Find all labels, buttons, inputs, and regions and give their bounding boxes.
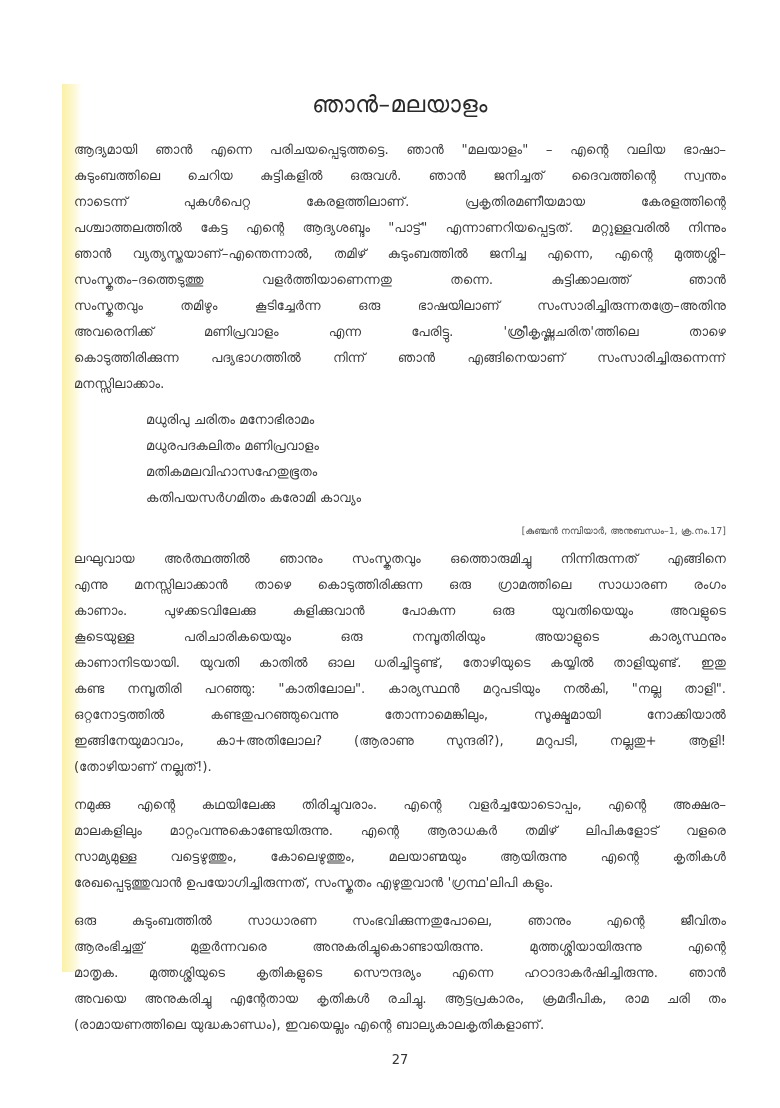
text-line: ആരംഭിച്ചതു് മുതുർന്നവരെ അനുകരിച്ചുകൊണ്ടായിരുന്നു. മുത്തശ്ശിയായിരുന്നു എന്റെ [74, 940, 726, 955]
text-line: ഇങ്ങിനേയുമാവാം, കാ+അതിലോല? (ആരാണു സുന്ദരി?), മറുപടി, നല്ലതു+ ആളി! [74, 734, 726, 749]
text-line: കൂടെയുള്ള പരിചാരികയെയും ഒരു നമ്പൂതിരിയും അയാളുടെ കാര്യസ്ഥനും [74, 630, 726, 645]
text-line: ഒറ്റനോട്ടത്തിൽ കണ്ടതുപറഞ്ഞുവെന്നു തോന്നാമെങ്കിലും, സൂക്ഷ്മമായി നോക്കിയാൽ [74, 708, 726, 723]
paragraph-intro [74, 138, 726, 398]
text-line: മാലകളിലും മാറ്റംവന്നുകൊണ്ടേയിരുന്നു. എന്റെ ആരാധകർ തമിഴ് ലിപികളോട് വളരെ [74, 824, 726, 839]
text-line: ആദ്യമായി ഞാൻ എന്നെ പരിചയപ്പെടുത്തട്ടെ. ഞാൻ "മലയാളം" – എന്റെ വലിയ ഭാഷാ– [74, 143, 726, 158]
text-line: നാടെന്ന് പുകൾപെറ്റ കേരളത്തിലാണ്. പ്രകൃതിരമണീയമായ കേരളത്തിന്റെ [74, 195, 726, 210]
text-line: സംസ്കൃതം–ദത്തെടുത്തു വളർത്തിയാണെന്നതു തന്നെ. കുട്ടിക്കാലത്ത് ഞാൻ [74, 273, 726, 288]
text-line: ഒരു കുടുംബത്തിൽ സാധാരണ സംഭവിക്കുന്നതുപോലെ, ഞാനും എന്റെ ജീവിതം [74, 914, 726, 929]
document-page [74, 84, 726, 1068]
text-line: രേഖപ്പെടുത്തുവാൻ ഉപയോഗിച്ചിരുന്നത്, സംസ്കൃതം എഴുതുവാൻ 'ഗ്രന്ഥ'ലിപി കളും. [74, 876, 554, 891]
text-line: കാണാനിടയായി. യുവതി കാതിൽ ഓല ധരിച്ചിട്ടുണ്ട്, തോഴിയുടെ കയ്യിൽ താളിയുണ്ട്. ഇതു [74, 656, 726, 671]
verse-citation: [കുഞ്ചൻ നമ്പിയാർ, അനുബന്ധം–1, ക്ര.നം.17] [521, 526, 726, 537]
text-line: അവയെ അനുകരിച്ചു എന്റേതായ കൃതികൾ രചിച്ചു. ആട്ടപ്രകാരം, ക്രമദീപിക, രാമ ചരി തം [74, 992, 726, 1007]
text-line: കുടുംബത്തിലെ ചെറിയ കുട്ടികളിൽ ഒരുവൾ. ഞാൻ ജനിച്ചത് ദൈവത്തിന്റെ സ്വന്തം [74, 169, 726, 184]
text-line: (തോഴിയാണ് നല്ലത്!). [74, 760, 212, 775]
text-line: എന്നു മനസ്സിലാക്കാൻ താഴെ കൊടുത്തിരിക്കുന്ന ഒരു ഗ്രാമത്തിലെ സാധാരണ രംഗം [74, 578, 726, 593]
text-line: (രാമായണത്തിലെ യുദ്ധകാണ്ഡം), ഇവയെല്ലം എന്റെ ബാല്യകാലകൃതികളാണ്. [74, 1018, 545, 1033]
text-line: സംസ്കൃതവും തമിഴും കൂടിച്ചേർന്ന ഒരു ഭാഷയിലാണ് സംസാരിച്ചിരുന്നതത്രേ–അതിനു [74, 299, 726, 314]
paragraph-early-works [74, 909, 726, 1039]
text-line: സാമ്യമുള്ള വട്ടെഴുത്തും, കോലെഴുത്തും, മലയാണ്മയും ആയിരുന്നു എന്റെ കൃതികൾ [74, 850, 726, 865]
verse-quote [146, 408, 726, 512]
verse-line: കതിപയസർഗമിതം കരോമി കാവ്യം [146, 491, 362, 506]
paragraph-scripts [74, 793, 726, 897]
text-line: അവരെനിക്ക് മണിപ്രവാളം എന്ന പേരിട്ടു. 'ശ്രീകൃഷ്ണചരിത'ത്തിലെ താഴെ [74, 325, 726, 340]
text-line: മാതൃക. മുത്തശ്ശിയുടെ കൃതികളുടെ സൌന്ദര്യം എന്നെ ഹഠാദാകർഷിച്ചിരുന്നു. ഞാൻ [74, 966, 726, 981]
page-number: 27 [391, 1053, 409, 1068]
verse-line: മധുരിപു ചരിതം മനോഭിരാമം [146, 413, 315, 428]
paragraph-manipravalam-example [74, 547, 726, 781]
text-line: ലഘുവായ അർത്ഥത്തിൽ ഞാനും സംസ്കൃതവും ഒത്തൊരുമിച്ചു നിന്നിരുന്നത് എങ്ങിനെ [74, 552, 726, 567]
text-line: കൊടുത്തിരിക്കുന്ന പദ്യഭാഗത്തിൽ നിന്ന് ഞാൻ എങ്ങിനെയാണ് സംസാരിച്ചിരുന്നെന്ന് [74, 351, 726, 366]
page-title: ഞാൻ–മലയാളം [312, 92, 488, 118]
text-line: കണ്ട നമ്പൂതിരി പറഞ്ഞു: "കാതിലോല". കാര്യസ്ഥൻ മറുപടിയും നൽകി, "നല്ല താളി". [74, 682, 726, 697]
verse-line: മധുരപദകലിതം മണിപ്രവാളം [146, 439, 319, 454]
text-line: നമുക്കു എന്റെ കഥയിലേക്കു തിരിച്ചുവരാം. എന്റെ വളർച്ചയോടൊപ്പം, എന്റെ അക്ഷര– [74, 798, 726, 813]
text-line: കാണാം. പുഴക്കടവിലേക്കു കുളിക്കുവാൻ പോകുന്ന ഒരു യുവതിയെയും അവളുടെ [74, 604, 726, 619]
text-line: പശ്ചാത്തലത്തിൽ കേട്ട എന്റെ ആദ്യശബ്ദം "പാട്ട്" എന്നാണറിയപ്പെട്ടത്. മറ്റുള്ളവരിൽ നിന്നും [74, 221, 726, 236]
text-line: ഞാൻ വ്യത്യസ്തയാണ്–എന്തെന്നാൽ, തമിഴ് കുടുംബത്തിൽ ജനിച്ച എന്നെ, എന്റെ മുത്തശ്ശി– [74, 247, 726, 262]
verse-line: മതികമലവിഹാസഹേതുഭൂതം [146, 465, 318, 480]
text-line: മനസ്സിലാക്കാം. [74, 377, 165, 392]
